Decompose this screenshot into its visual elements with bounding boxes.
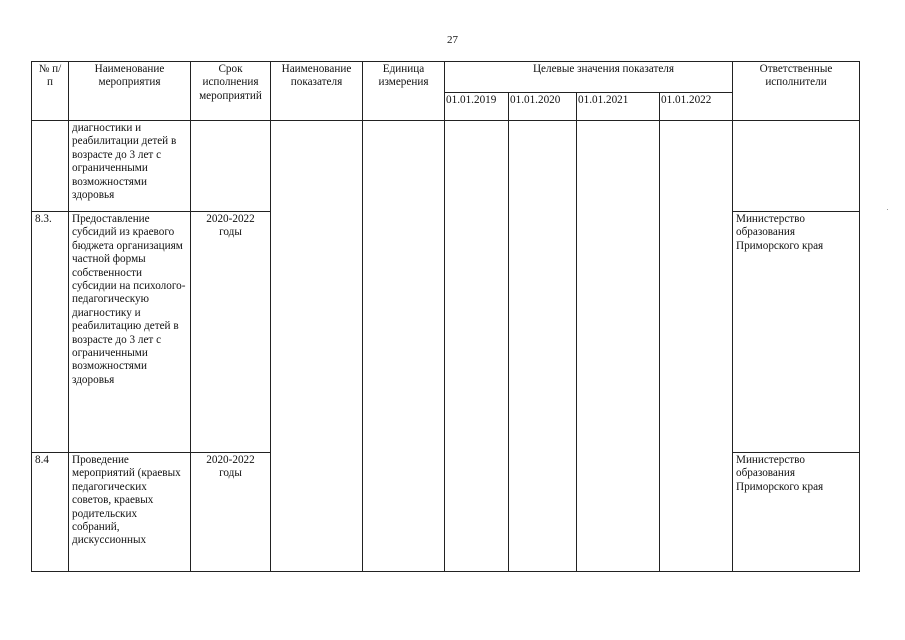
row-executor: Министерство образования Приморского края [733,212,860,453]
header-target-values: Целевые значения показателя [445,62,733,93]
row-value-2020 [509,121,577,572]
row-value-2022 [660,121,733,572]
header-deadline: Срок исполнения мероприятий [191,62,271,121]
row-num: 8.4 [32,453,69,572]
activities-table [31,61,860,572]
row-indicator [271,121,363,572]
row-deadline [191,121,271,212]
row-value-2019 [445,121,509,572]
header-num: № п/ п [32,62,69,121]
row-num [32,121,69,212]
scan-artifact [887,209,888,210]
table-row [32,121,860,212]
header-date-2022: 01.01.2022 [660,93,733,121]
header-activity-name: Наименование мероприятия [69,62,191,121]
row-executor [733,121,860,212]
row-activity: Проведение мероприятий (краевых педагогических советов, краевых родительских собраний, дискуссионных [69,453,191,572]
header-unit: Единица измерения [363,62,445,121]
row-value-2021 [577,121,660,572]
row-deadline: 2020-2022 годы [191,212,271,453]
row-num: 8.3. [32,212,69,453]
page-number: 27 [447,34,458,46]
header-date-2020: 01.01.2020 [509,93,577,121]
row-executor: Министерство образования Приморского края [733,453,860,572]
row-activity: Предоставление субсидий из краевого бюджета организациям частной формы собственности субсидии на психолого-педагогическую диагностику и реабилитацию детей в возрасте до 3 лет с ограниченными возможностями здоровья [69,212,191,453]
header-indicator-name: Наименование показателя [271,62,363,121]
row-unit [363,121,445,572]
row-deadline: 2020-2022 годы [191,453,271,572]
header-executors: Ответственные исполнители [733,62,860,121]
header-date-2019: 01.01.2019 [445,93,509,121]
header-date-2021: 01.01.2021 [577,93,660,121]
row-activity: диагностики и реабилитации детей в возрасте до 3 лет с ограниченными возможностями здоровья [69,121,191,212]
